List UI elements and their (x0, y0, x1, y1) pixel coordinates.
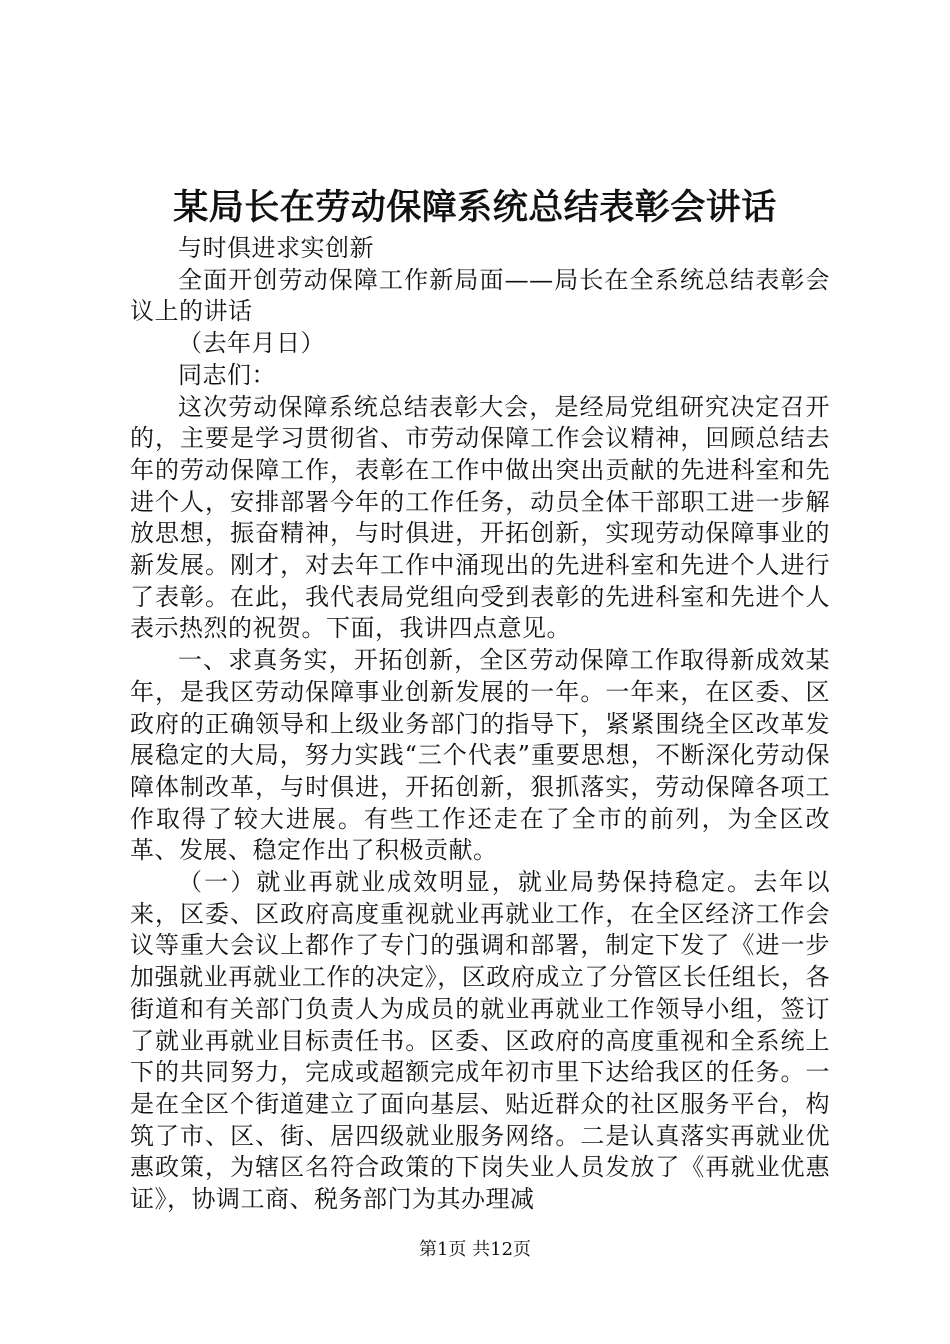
document-body (130, 233, 830, 1216)
paragraph-subtitle: 与时俱进求实创新 (178, 234, 374, 262)
paragraph-subsection-one: （一）就业再就业成效明显，就业局势保持稳定。去年以来，区委、区政府高度重视就业再就业工作，在全区经济工作会议等重大会议上都作了专门的强调和部署，制定下发了《进一步加强就业再就业工作的决定》，区政府成立了分管区长任组长，各街道和有关部门负责人为成员的就业再就业工作领导小组，签订了就业再就业目标责任书。区委、区政府的高度重视和全系统上下的共同努力，完成或超额完成年初市里下达给我区的任务。一是在全区个街道建立了面向基层、贴近群众的社区服务平台，构筑了市、区、街、居四级就业服务网络。二是认真落实再就业优惠政策，为辖区名符合政策的下岗失业人员发放了《再就业优惠证》，协调工商、税务部门为其办理减 (130, 868, 830, 1214)
page-footer (0, 1238, 950, 1262)
paragraph-date: （去年月日） (178, 329, 325, 358)
paragraph-heading: 全面开创劳动保障工作新局面——局长在全系统总结表彰会议上的讲话 (130, 265, 830, 326)
paragraph-salutation: 同志们： (178, 360, 276, 389)
document-title: 某局长在劳动保障系统总结表彰会讲话 (173, 187, 777, 228)
paragraph-section-one: 一、求真务实，开拓创新，全区劳动保障工作取得新成效某年，是我区劳动保障事业创新发展的一年。一年来，在区委、区政府的正确领导和上级业务部门的指导下，紧紧围绕全区改革发展稳定的大局，努力实践“三个代表”重要思想，不断深化劳动保障体制改革，与时俱进，开拓创新，狠抓落实，劳动保障各项工作取得了较大进展。有些工作还走在了全市的前列，为全区改革、发展、稳定作出了积极贡献。 (130, 646, 830, 865)
page-number: 第1页 共12页 (418, 1239, 532, 1260)
paragraph-intro: 这次劳动保障系统总结表彰大会，是经局党组研究决定召开的，主要是学习贯彻省、市劳动保障工作会议精神，回顾总结去年的劳动保障工作，表彰在工作中做出突出贡献的先进科室和先进个人，安排部署今年的工作任务，动员全体干部职工进一步解放思想，振奋精神，与时俱进，开拓创新，实现劳动保障事业的新发展。刚才，对去年工作中涌现出的先进科室和先进个人进行了表彰。在此，我代表局党组向受到表彰的先进科室和先进个人表示热烈的祝贺。下面，我讲四点意见。 (130, 392, 830, 643)
